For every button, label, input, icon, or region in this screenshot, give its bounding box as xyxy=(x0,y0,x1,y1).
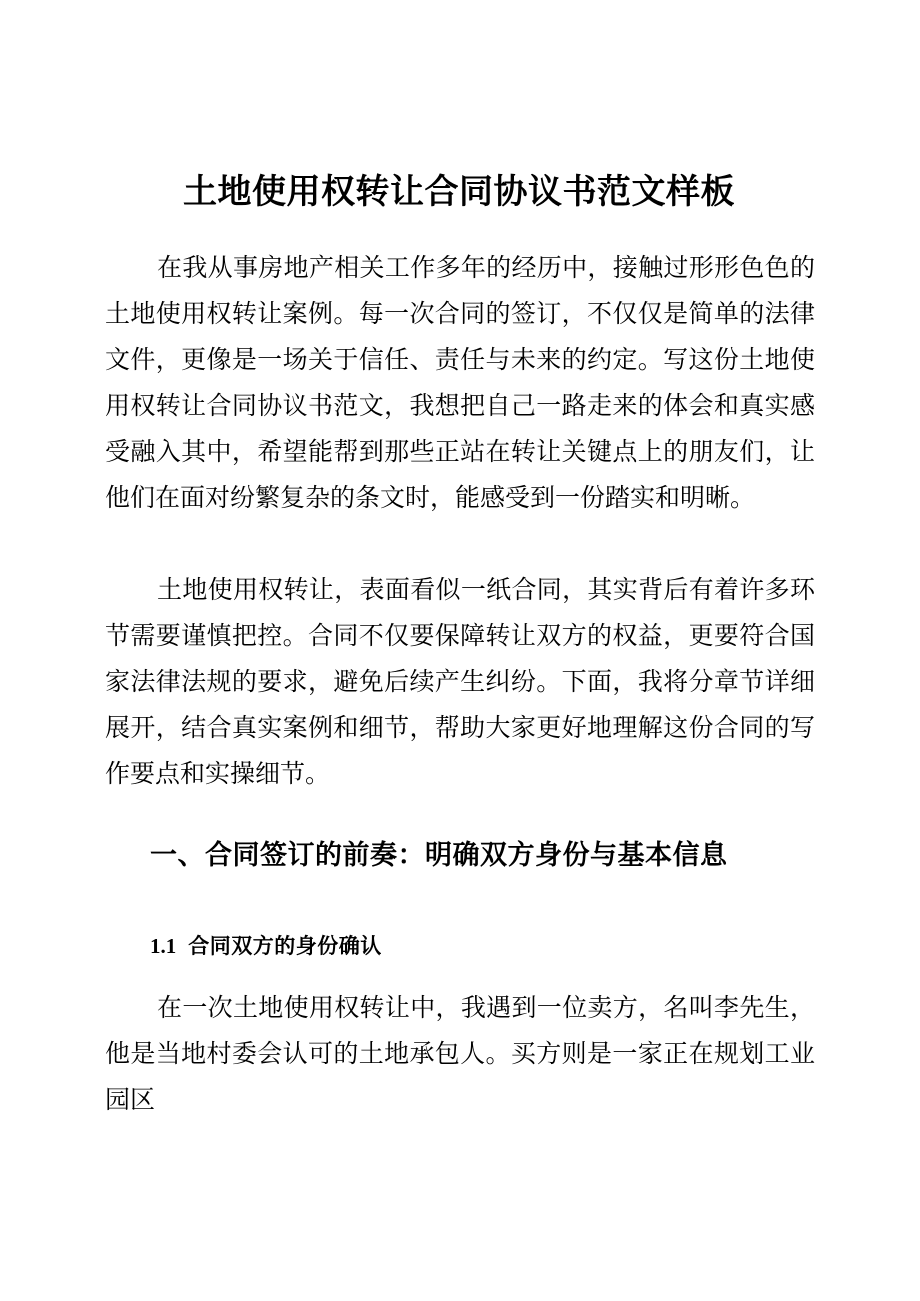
subsection-title: 合同双方的身份确认 xyxy=(188,934,382,958)
heading-section-1: 一、合同签订的前奏：明确双方身份与基本信息 xyxy=(150,840,728,870)
paragraph-section-1-body: 在一次土地使用权转让中，我遇到一位卖方，名叫李先生，他是当地村委会认可的土地承包人。买方则是一家正在规划工业园区 xyxy=(105,995,815,1114)
subsection-number: 1.1 xyxy=(150,933,177,958)
paragraph-intro-2: 土地使用权转让，表面看似一纸合同，其实背后有着许多环节需要谨慎把控。合同不仅要保障转让双方的权益，更要符合国家法律法规的要求，避免后续产生纠纷。下面，我将分章节详细展开，结合真实案例和细节，帮助大家更好地理解这份合同的写作要点和实操细节。 xyxy=(105,577,815,788)
heading-subsection-1-1 xyxy=(150,931,382,963)
paragraph-intro-1: 在我从事房地产相关工作多年的经历中，接触过形形色色的土地使用权转让案例。每一次合同的签订，不仅仅是简单的法律文件，更像是一场关于信任、责任与未来的约定。写这份土地使用权转让合同协议书范文，我想把自己一路走来的体会和真实感受融入其中，希望能帮到那些正站在转让关键点上的朋友们，让他们在面对纷繁复杂的条文时，能感受到一份踏实和明晰。 xyxy=(105,255,815,512)
page-title: 土地使用权转让合同协议书范文样板 xyxy=(183,173,735,211)
